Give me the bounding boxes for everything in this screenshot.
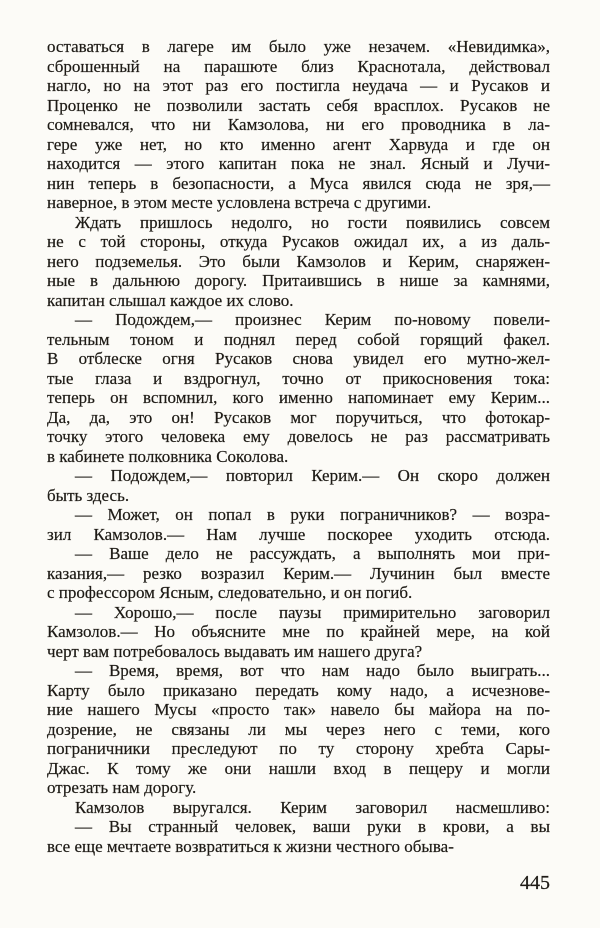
paragraph [47, 466, 550, 505]
text-line: сброшенный на парашюте близ Краснотала, действовал [47, 56, 550, 76]
text-line: Камзолов выругался. Керим заговорил насмешливо: [75, 797, 550, 817]
text-line: наверное, в этом месте условлена встреча с другими. [47, 193, 432, 212]
text-line: дозрение, не связаны ли мы через него с теми, кого [47, 719, 550, 739]
paragraph [47, 310, 550, 466]
text-line: — Ваше дело не рассуждать, а выполнять мои при- [75, 544, 550, 563]
paragraph [47, 213, 550, 311]
text-line: находится — этого капитан пока не знал. Ясный и Лучи- [47, 154, 550, 173]
text-line: — Хорошо,— после паузы примирительно заговорил [75, 602, 550, 622]
paragraph [47, 603, 550, 662]
text-line: гере уже нет, но кто именно агент Харвуда и где он [47, 134, 550, 154]
text-line: в кабинете полковника Соколова. [47, 446, 289, 466]
text-line: точку этого человека ему довелось не раз рассматривать [47, 427, 550, 446]
paragraph [47, 37, 550, 213]
text-line: Карту было приказано передать кому надо, а исчезнове- [47, 680, 550, 700]
text-line: быть здесь. [47, 485, 130, 505]
text-line: В отблеске огня Русаков снова увидел его мутно-жел- [47, 349, 550, 368]
text-line: — Время, время, вот что нам надо было выиграть... [75, 661, 550, 680]
text-line: Джас. К тому же они нашли вход в пещеру и могли [47, 758, 550, 778]
text-line: оставаться в лагере им было уже незачем. «Невидимка», [47, 37, 550, 56]
text-line: все еще мечтаете возвратиться к жизни честного обыва- [47, 836, 454, 856]
text-line: капитан слышал каждое их слово. [47, 290, 294, 310]
text-line: тые глаза и вздрогнул, точно от прикосновения тока: [47, 368, 550, 388]
text-line: теперь он вспомнил, кого именно напоминает ему Керим... [47, 388, 550, 407]
text-line: — Подождем,— повторил Керим.— Он скоро должен [75, 466, 550, 485]
text-line: отрезать нам дорогу. [47, 778, 197, 797]
text-line: Ждать пришлось недолго, но гости появились совсем [75, 212, 550, 232]
text-line: нин теперь в безопасности, а Муса явился сюда не зря,— [47, 173, 550, 193]
text-line: зил Камзолов.— Нам лучше поскорее уходить отсюда. [47, 524, 550, 544]
text-line: Камзолов.— Но объясните мне по крайней мере, на кой [47, 622, 550, 641]
text-line: черт вам потребовалось выдавать им нашего друга? [47, 641, 423, 661]
text-line: ные в дальнюю дорогу. Притаившись в нише за камнями, [47, 271, 550, 290]
text-line: нагло, но на этот раз его постигла неудача — и Русаков и [47, 76, 550, 95]
page-number: 445 [520, 872, 550, 894]
paragraph [47, 798, 550, 818]
text-line: него подземелья. Это были Камзолов и Керим, снаряжен- [47, 251, 550, 271]
text-line: Проценко не позволили застать себя врасплох. Русаков не [47, 95, 550, 115]
text-line: не с той стороны, откуда Русаков ожидал их, а из даль- [47, 232, 550, 251]
paragraph [47, 544, 550, 603]
text-line: казания,— резко возразил Керим.— Лучинин был вместе [47, 563, 550, 583]
page-text [47, 37, 550, 856]
text-line: ние нашего Мусы «просто так» навело бы майора на по- [47, 700, 550, 719]
paragraph [47, 505, 550, 544]
paragraph [47, 661, 550, 798]
text-line: сомневался, что ни Камзолова, ни его проводника в ла- [47, 115, 550, 134]
text-line: пограничники преследуют по ту сторону хребта Сары- [47, 739, 550, 758]
text-line: — Вы странный человек, ваши руки в крови, а вы [75, 817, 550, 836]
text-line: с профессором Ясным, следовательно, и он погиб. [47, 583, 413, 602]
text-line: Да, да, это он! Русаков мог поручиться, что фотокар- [47, 407, 550, 427]
text-line: — Подождем,— произнес Керим по-новому повели- [75, 310, 550, 329]
text-line: тельным тоном и поднял перед собой горящий факел. [47, 329, 550, 349]
text-line: — Может, он попал в руки пограничников? — возра- [75, 505, 550, 524]
paragraph [47, 817, 550, 856]
